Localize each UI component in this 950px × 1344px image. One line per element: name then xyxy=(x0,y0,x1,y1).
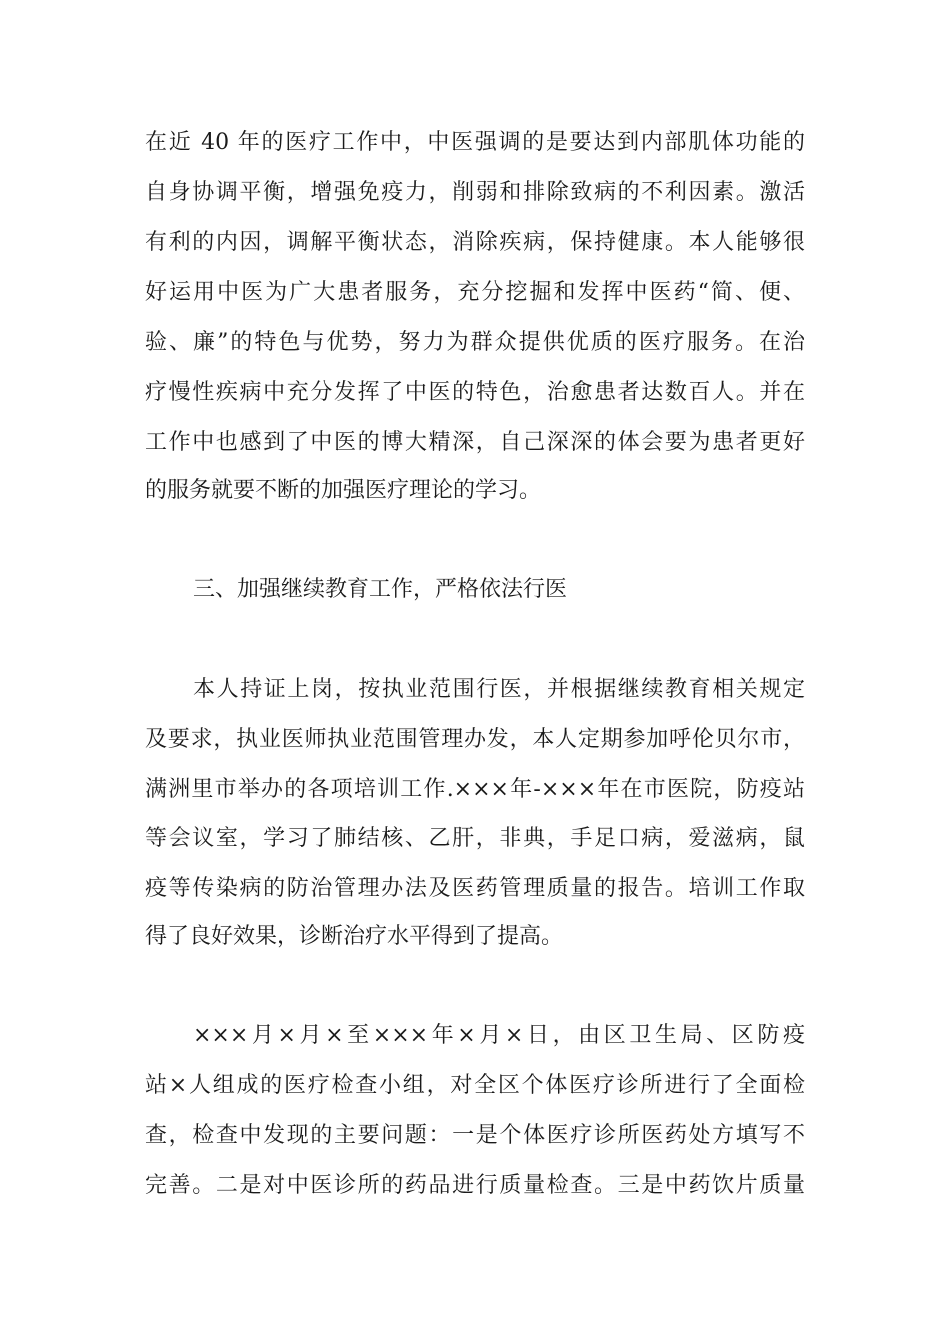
paragraph-1-line-8: 的服务就要不断的加强医疗理论的学习。 xyxy=(145,478,542,503)
paragraph-3-line-1: ×××月×月×至×××年×月×日，由区卫生局、区防疫 xyxy=(193,1023,805,1048)
paragraph-2-line-5: 疫等传染病的防治管理办法及医药管理质量的报告。培训工作取 xyxy=(145,876,805,901)
paragraph-2-line-1: 本人持证上岗，按执业范围行医，并根据继续教育相关规定 xyxy=(193,677,805,702)
paragraph-2-line-4: 等会议室，学习了肺结核、乙肝，非典，手足口病，爱滋病，鼠 xyxy=(145,826,805,851)
paragraph-1-line-7: 工作中也感到了中医的博大精深，自己深深的体会要为患者更好 xyxy=(145,430,805,455)
paragraph-1-line-2: 自身协调平衡，增强免疫力，削弱和排除致病的不利因素。激活 xyxy=(145,180,805,205)
section-heading: 三、加强继续教育工作，严格依法行医 xyxy=(193,577,568,602)
paragraph-1-line-5: 验、廉”的特色与优势，努力为群众提供优质的医疗服务。在治 xyxy=(145,330,805,355)
paragraph-3-line-3: 查，检查中发现的主要问题：一是个体医疗诊所医药处方填写不 xyxy=(145,1123,805,1148)
paragraph-2-line-3: 满洲里市举办的各项培训工作.×××年-×××年在市医院，防疫站 xyxy=(145,777,805,802)
paragraph-1-line-3: 有利的内因，调解平衡状态，消除疾病，保持健康。本人能够很 xyxy=(145,230,805,255)
paragraph-2-line-6: 得了良好效果，诊断治疗水平得到了提高。 xyxy=(145,924,564,949)
paragraph-1-line-4: 好运用中医为广大患者服务，充分挖掘和发挥中医药“简、便、 xyxy=(145,280,805,305)
paragraph-1-line-1: 在近 40 年的医疗工作中，中医强调的是要达到内部肌体功能的 xyxy=(145,130,805,155)
paragraph-1-line-6: 疗慢性疾病中充分发挥了中医的特色，治愈患者达数百人。并在 xyxy=(145,380,805,405)
paragraph-2-line-2: 及要求，执业医师执业范围管理办发，本人定期参加呼伦贝尔市， xyxy=(145,727,805,752)
paragraph-3-line-4: 完善。二是对中医诊所的药品进行质量检查。三是中药饮片质量 xyxy=(145,1173,805,1198)
paragraph-3-line-2: 站×人组成的医疗检查小组，对全区个体医疗诊所进行了全面检 xyxy=(145,1073,805,1098)
